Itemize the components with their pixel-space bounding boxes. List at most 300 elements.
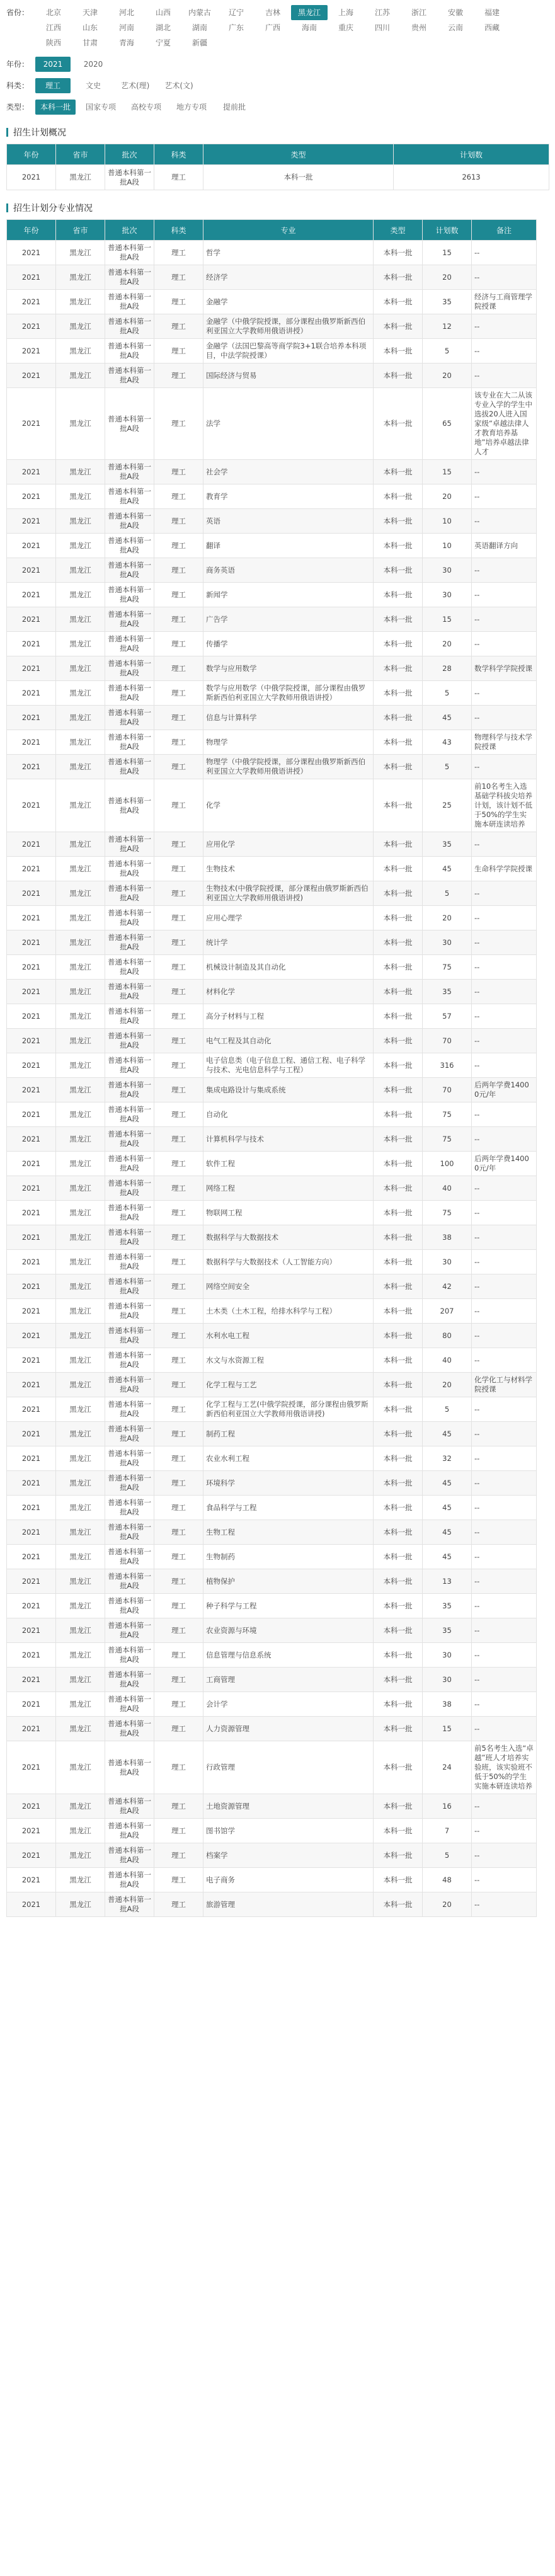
table-cell: 理工: [154, 1176, 203, 1201]
table-cell: 2021: [7, 1717, 56, 1741]
subject-option[interactable]: 理工: [35, 78, 71, 93]
type-option[interactable]: 提前批: [223, 103, 246, 112]
table-cell: --: [472, 832, 537, 857]
table-cell: 普通本科第一批A段: [105, 484, 154, 509]
table-cell: 黑龙江: [56, 930, 105, 955]
table-cell: 2021: [7, 857, 56, 881]
table-row: [7, 1717, 537, 1741]
province-option[interactable]: 山西: [155, 8, 171, 17]
table-cell: 30: [423, 930, 472, 955]
table-cell: 2021: [7, 1029, 56, 1053]
table-cell: 机械设计制造及其自动化: [203, 955, 374, 980]
table-cell: 普通本科第一批A段: [105, 832, 154, 857]
table-cell: 法学: [203, 388, 374, 460]
table-cell: 理工: [154, 656, 203, 681]
table-row: [7, 955, 537, 980]
table-row: [7, 583, 537, 607]
table-cell: 普通本科第一批A段: [105, 1692, 154, 1717]
table-cell: 25: [423, 779, 472, 832]
province-option[interactable]: 广东: [228, 23, 244, 32]
table-cell: 理工: [154, 1029, 203, 1053]
province-option[interactable]: 湖南: [192, 23, 207, 32]
table-cell: 普通本科第一批A段: [105, 857, 154, 881]
table-cell: 黑龙江: [56, 1843, 105, 1868]
table-row: [7, 1102, 537, 1127]
year-option[interactable]: 2020: [83, 60, 103, 69]
table-cell: 7: [423, 1819, 472, 1843]
table-cell: 理工: [154, 1569, 203, 1594]
province-option[interactable]: 江西: [45, 23, 61, 32]
table-cell: 本科一批: [374, 1868, 423, 1892]
type-options: [35, 100, 536, 115]
table-cell: --: [472, 1692, 537, 1717]
table-cell: 该专业在大二从该专业入学的学生中选拔20人进入国家级“卓越法律人才教育培养基地”培养卓越法律人才: [472, 388, 537, 460]
table-cell: 本科一批: [374, 1102, 423, 1127]
table-cell: 集成电路设计与集成系统: [203, 1078, 374, 1102]
province-option[interactable]: 湖北: [155, 23, 171, 32]
table-cell: 48: [423, 1868, 472, 1892]
table-cell: 理工: [154, 1004, 203, 1029]
table-cell: 30: [423, 1250, 472, 1274]
overview-section-title: [6, 126, 536, 139]
table-cell: 本科一批: [374, 1668, 423, 1692]
year-filter: [6, 57, 536, 72]
table-cell: 本科一批: [374, 779, 423, 832]
table-cell: 2021: [7, 632, 56, 656]
table-cell: 黑龙江: [56, 632, 105, 656]
province-option[interactable]: 江苏: [374, 8, 390, 17]
table-cell: 普通本科第一批A段: [105, 1594, 154, 1618]
table-cell: 普通本科第一批A段: [105, 1569, 154, 1594]
province-option[interactable]: 西藏: [484, 23, 500, 32]
table-cell: 经济与工商管理学院授课: [472, 290, 537, 314]
table-cell: 普通本科第一批A段: [105, 314, 154, 339]
table-cell: 理工: [154, 1819, 203, 1843]
province-option[interactable]: 河北: [118, 8, 134, 17]
province-option[interactable]: 陕西: [45, 38, 61, 47]
table-cell: 2021: [7, 1127, 56, 1152]
table-cell: --: [472, 1594, 537, 1618]
table-cell: 20: [423, 906, 472, 930]
table-cell: 黑龙江: [56, 706, 105, 730]
table-cell: 普通本科第一批A段: [105, 656, 154, 681]
table-cell: 普通本科第一批A段: [105, 534, 154, 558]
table-cell: 2021: [7, 265, 56, 290]
province-option[interactable]: 辽宁: [228, 8, 244, 17]
table-cell: 黑龙江: [56, 1299, 105, 1324]
province-option[interactable]: 四川: [374, 23, 390, 32]
table-cell: --: [472, 339, 537, 364]
table-row: [7, 1250, 537, 1274]
type-option[interactable]: 本科一批: [35, 100, 76, 115]
table-cell: 哲学: [203, 241, 374, 265]
table-cell: 2021: [7, 1422, 56, 1446]
table-row: [7, 1520, 537, 1545]
table-cell: 普通本科第一批A段: [105, 1053, 154, 1078]
table-cell: 本科一批: [374, 1029, 423, 1053]
table-cell: 本科一批: [374, 881, 423, 906]
table-row: [7, 534, 537, 558]
table-cell: --: [472, 484, 537, 509]
table-cell: 黑龙江: [56, 1078, 105, 1102]
table-cell: 45: [423, 1496, 472, 1520]
table-row: [7, 509, 537, 534]
table-cell: 本科一批: [374, 1274, 423, 1299]
table-cell: 黑龙江: [56, 484, 105, 509]
table-cell: 本科一批: [374, 558, 423, 583]
table-cell: 数据科学与大数据技术: [203, 1225, 374, 1250]
table-cell: --: [472, 1102, 537, 1127]
table-cell: 5: [423, 681, 472, 706]
table-cell: 2021: [7, 534, 56, 558]
table-cell: 黑龙江: [56, 656, 105, 681]
table-row: [7, 241, 537, 265]
province-option[interactable]: 甘肃: [82, 38, 98, 47]
table-cell: 本科一批: [374, 1692, 423, 1717]
table-cell: 207: [423, 1299, 472, 1324]
table-cell: 理工: [154, 1471, 203, 1496]
table-cell: 75: [423, 1102, 472, 1127]
table-cell: 普通本科第一批A段: [105, 1741, 154, 1794]
overview-title: 招生计划概况: [13, 128, 66, 138]
table-cell: 黑龙江: [56, 241, 105, 265]
province-option[interactable]: 福建: [484, 8, 500, 17]
province-option[interactable]: 上海: [338, 8, 353, 17]
table-cell: 理工: [154, 1053, 203, 1078]
table-cell: 本科一批: [374, 1176, 423, 1201]
table-cell: --: [472, 509, 537, 534]
table-cell: 45: [423, 1471, 472, 1496]
overview-cell: 2021: [7, 165, 56, 190]
table-cell: --: [472, 1717, 537, 1741]
table-cell: 理工: [154, 1668, 203, 1692]
table-cell: 2021: [7, 1397, 56, 1422]
table-cell: --: [472, 1892, 537, 1917]
province-option[interactable]: 内蒙古: [188, 8, 211, 17]
table-row: [7, 1225, 537, 1250]
table-cell: 黑龙江: [56, 1618, 105, 1643]
table-cell: 黑龙江: [56, 730, 105, 755]
table-cell: 黑龙江: [56, 1819, 105, 1843]
table-row: [7, 1324, 537, 1348]
table-cell: 理工: [154, 1843, 203, 1868]
table-cell: 本科一批: [374, 832, 423, 857]
table-cell: 35: [423, 832, 472, 857]
table-cell: 应用心理学: [203, 906, 374, 930]
table-cell: 2021: [7, 1250, 56, 1274]
table-row: [7, 681, 537, 706]
table-row: [7, 314, 537, 339]
table-cell: 本科一批: [374, 1892, 423, 1917]
table-cell: 15: [423, 241, 472, 265]
table-row: [7, 1373, 537, 1397]
table-cell: 2021: [7, 1594, 56, 1618]
table-cell: 理工: [154, 1324, 203, 1348]
province-option[interactable]: 重庆: [338, 23, 353, 32]
province-option[interactable]: 浙江: [411, 8, 426, 17]
table-row: [7, 265, 537, 290]
table-cell: 2021: [7, 1569, 56, 1594]
table-row: [7, 339, 537, 364]
table-cell: 32: [423, 1446, 472, 1471]
type-option[interactable]: 高校专项: [131, 103, 162, 112]
majors-header-cell: 类型: [374, 220, 423, 241]
table-cell: 本科一批: [374, 632, 423, 656]
table-cell: 黑龙江: [56, 265, 105, 290]
table-cell: 本科一批: [374, 755, 423, 779]
type-filter: [6, 100, 536, 115]
table-cell: 70: [423, 1078, 472, 1102]
table-cell: 15: [423, 460, 472, 484]
table-cell: 旅游管理: [203, 1892, 374, 1917]
subject-option[interactable]: 艺术(理): [121, 81, 150, 90]
table-cell: 2021: [7, 1496, 56, 1520]
table-cell: 物联网工程: [203, 1201, 374, 1225]
table-cell: 黑龙江: [56, 1692, 105, 1717]
table-row: [7, 1569, 537, 1594]
table-cell: 普通本科第一批A段: [105, 930, 154, 955]
table-cell: 黑龙江: [56, 755, 105, 779]
province-option[interactable]: 新疆: [192, 38, 207, 47]
table-cell: 20: [423, 265, 472, 290]
table-cell: 20: [423, 1373, 472, 1397]
table-row: [7, 906, 537, 930]
table-cell: 2021: [7, 1843, 56, 1868]
table-cell: 2021: [7, 339, 56, 364]
table-row: [7, 290, 537, 314]
table-cell: 国际经济与贸易: [203, 364, 374, 388]
province-option[interactable]: 广西: [265, 23, 280, 32]
table-cell: 30: [423, 558, 472, 583]
table-cell: 本科一批: [374, 1373, 423, 1397]
table-cell: --: [472, 681, 537, 706]
table-cell: 75: [423, 1201, 472, 1225]
table-cell: 本科一批: [374, 1201, 423, 1225]
table-cell: 统计学: [203, 930, 374, 955]
table-cell: 普通本科第一批A段: [105, 980, 154, 1004]
table-cell: 黑龙江: [56, 364, 105, 388]
table-row: [7, 1692, 537, 1717]
province-option[interactable]: 海南: [301, 23, 317, 32]
subject-option[interactable]: 文史: [85, 81, 101, 90]
table-cell: 黑龙江: [56, 1373, 105, 1397]
table-cell: --: [472, 1545, 537, 1569]
table-cell: 35: [423, 1618, 472, 1643]
table-cell: --: [472, 364, 537, 388]
section-marker: [6, 203, 8, 212]
table-cell: --: [472, 1446, 537, 1471]
table-cell: 本科一批: [374, 583, 423, 607]
table-cell: 黑龙江: [56, 339, 105, 364]
year-option[interactable]: 2021: [35, 57, 71, 72]
table-cell: 制药工程: [203, 1422, 374, 1446]
table-cell: 前5名考生入选“卓越”班人才培养实验班，该实验班不低于50%的学生实施本研连读培养: [472, 1741, 537, 1794]
table-cell: 2021: [7, 314, 56, 339]
province-option[interactable]: 宁夏: [155, 38, 171, 47]
table-cell: 普通本科第一批A段: [105, 1446, 154, 1471]
table-cell: 信息与计算科学: [203, 706, 374, 730]
table-row: [7, 1668, 537, 1692]
subject-options: [35, 78, 536, 93]
table-cell: 水文与水资源工程: [203, 1348, 374, 1373]
table-cell: --: [472, 632, 537, 656]
table-cell: 理工: [154, 1348, 203, 1373]
table-cell: 2021: [7, 1225, 56, 1250]
table-cell: 普通本科第一批A段: [105, 779, 154, 832]
table-cell: 2021: [7, 364, 56, 388]
table-row: [7, 558, 537, 583]
table-cell: 13: [423, 1569, 472, 1594]
majors-header-cell: 省市: [56, 220, 105, 241]
table-cell: 本科一批: [374, 955, 423, 980]
table-row: [7, 1496, 537, 1520]
table-cell: 黑龙江: [56, 1397, 105, 1422]
table-cell: 理工: [154, 314, 203, 339]
table-cell: 本科一批: [374, 980, 423, 1004]
province-option[interactable]: 云南: [447, 23, 463, 32]
table-cell: 图书馆学: [203, 1819, 374, 1843]
table-cell: 本科一批: [374, 1422, 423, 1446]
province-option[interactable]: 北京: [45, 8, 61, 17]
table-cell: 16: [423, 1794, 472, 1819]
table-cell: 生命科学学院授课: [472, 857, 537, 881]
table-cell: 普通本科第一批A段: [105, 339, 154, 364]
table-cell: 黑龙江: [56, 1594, 105, 1618]
table-cell: 理工: [154, 1299, 203, 1324]
table-cell: 5: [423, 339, 472, 364]
table-cell: 本科一批: [374, 1250, 423, 1274]
table-cell: 本科一批: [374, 241, 423, 265]
table-cell: --: [472, 1250, 537, 1274]
province-option[interactable]: 安徽: [447, 8, 463, 17]
table-cell: 本科一批: [374, 1078, 423, 1102]
table-cell: 黑龙江: [56, 1471, 105, 1496]
table-cell: 2021: [7, 1201, 56, 1225]
table-cell: --: [472, 607, 537, 632]
subject-filter: [6, 78, 536, 93]
table-cell: 植物保护: [203, 1569, 374, 1594]
table-cell: 10: [423, 534, 472, 558]
table-row: [7, 1618, 537, 1643]
table-cell: 黑龙江: [56, 1250, 105, 1274]
table-cell: 普通本科第一批A段: [105, 1794, 154, 1819]
table-cell: 理工: [154, 755, 203, 779]
table-cell: 316: [423, 1053, 472, 1078]
table-cell: 2021: [7, 730, 56, 755]
table-cell: 广告学: [203, 607, 374, 632]
province-option[interactable]: 天津: [82, 8, 98, 17]
table-cell: 本科一批: [374, 1225, 423, 1250]
table-cell: 2021: [7, 1892, 56, 1917]
majors-header-cell: 计划数: [423, 220, 472, 241]
table-cell: 2021: [7, 484, 56, 509]
table-cell: 2021: [7, 1618, 56, 1643]
province-option[interactable]: 吉林: [265, 8, 280, 17]
type-option[interactable]: 国家专项: [86, 103, 117, 112]
table-cell: 普通本科第一批A段: [105, 558, 154, 583]
table-cell: 2021: [7, 681, 56, 706]
subject-option[interactable]: 艺术(文): [164, 81, 193, 90]
table-cell: 40: [423, 1348, 472, 1373]
table-cell: 普通本科第一批A段: [105, 881, 154, 906]
table-cell: 金融学（法国巴黎高等商学院3+1联合培养本科项目，中法学院授课）: [203, 339, 374, 364]
table-cell: --: [472, 706, 537, 730]
table-row: [7, 832, 537, 857]
table-cell: 2021: [7, 1373, 56, 1397]
table-cell: --: [472, 1496, 537, 1520]
table-cell: 黑龙江: [56, 1643, 105, 1668]
table-cell: 普通本科第一批A段: [105, 1373, 154, 1397]
table-row: [7, 1868, 537, 1892]
table-cell: 普通本科第一批A段: [105, 1717, 154, 1741]
table-cell: 理工: [154, 857, 203, 881]
table-cell: 普通本科第一批A段: [105, 706, 154, 730]
province-option[interactable]: 贵州: [411, 23, 426, 32]
table-cell: 翻译: [203, 534, 374, 558]
table-row: [7, 755, 537, 779]
table-cell: 普通本科第一批A段: [105, 607, 154, 632]
table-cell: 数学与应用数学（中俄学院授课，部分课程由俄罗斯新西伯利亚国立大学教师用俄语讲授）: [203, 681, 374, 706]
table-cell: 本科一批: [374, 1299, 423, 1324]
table-cell: 65: [423, 388, 472, 460]
table-cell: 15: [423, 607, 472, 632]
year-options: [35, 57, 536, 72]
province-option[interactable]: 青海: [118, 38, 134, 47]
province-option[interactable]: 黑龙江: [291, 5, 328, 20]
table-cell: 生物制药: [203, 1545, 374, 1569]
table-cell: 理工: [154, 1717, 203, 1741]
table-cell: 35: [423, 980, 472, 1004]
table-cell: 75: [423, 955, 472, 980]
table-cell: 黑龙江: [56, 388, 105, 460]
subject-filter-label: 科类：: [6, 81, 30, 90]
table-row: [7, 1843, 537, 1868]
table-cell: 普通本科第一批A段: [105, 1545, 154, 1569]
table-cell: 黑龙江: [56, 1545, 105, 1569]
table-cell: 2021: [7, 1741, 56, 1794]
table-cell: 理工: [154, 832, 203, 857]
table-row: [7, 1201, 537, 1225]
majors-section-title: [6, 202, 536, 214]
majors-header-cell: 科类: [154, 220, 203, 241]
table-cell: 电子商务: [203, 1868, 374, 1892]
table-cell: 理工: [154, 1618, 203, 1643]
table-cell: 理工: [154, 509, 203, 534]
table-cell: 网络空间安全: [203, 1274, 374, 1299]
table-cell: 2021: [7, 1348, 56, 1373]
overview-header-cell: 批次: [105, 144, 154, 165]
province-option[interactable]: 河南: [118, 23, 134, 32]
table-cell: 理工: [154, 730, 203, 755]
table-cell: 化学化工与材料学院授课: [472, 1373, 537, 1397]
table-cell: 75: [423, 1127, 472, 1152]
overview-cell: 普通本科第一批A段: [105, 165, 154, 190]
table-cell: 43: [423, 730, 472, 755]
majors-header-row: [7, 220, 537, 241]
section-marker: [6, 128, 8, 137]
province-option[interactable]: 山东: [82, 23, 98, 32]
table-cell: 45: [423, 857, 472, 881]
table-cell: 普通本科第一批A段: [105, 1004, 154, 1029]
table-cell: 2021: [7, 1274, 56, 1299]
table-row: [7, 1152, 537, 1176]
overview-row: [7, 165, 549, 190]
table-cell: --: [472, 583, 537, 607]
table-cell: 本科一批: [374, 290, 423, 314]
table-cell: 化学工程与工艺(中俄学院授课，部分课程由俄罗斯新西伯利亚国立大学教师用俄语讲授): [203, 1397, 374, 1422]
table-row: [7, 1397, 537, 1422]
type-option[interactable]: 地方专项: [176, 103, 207, 112]
